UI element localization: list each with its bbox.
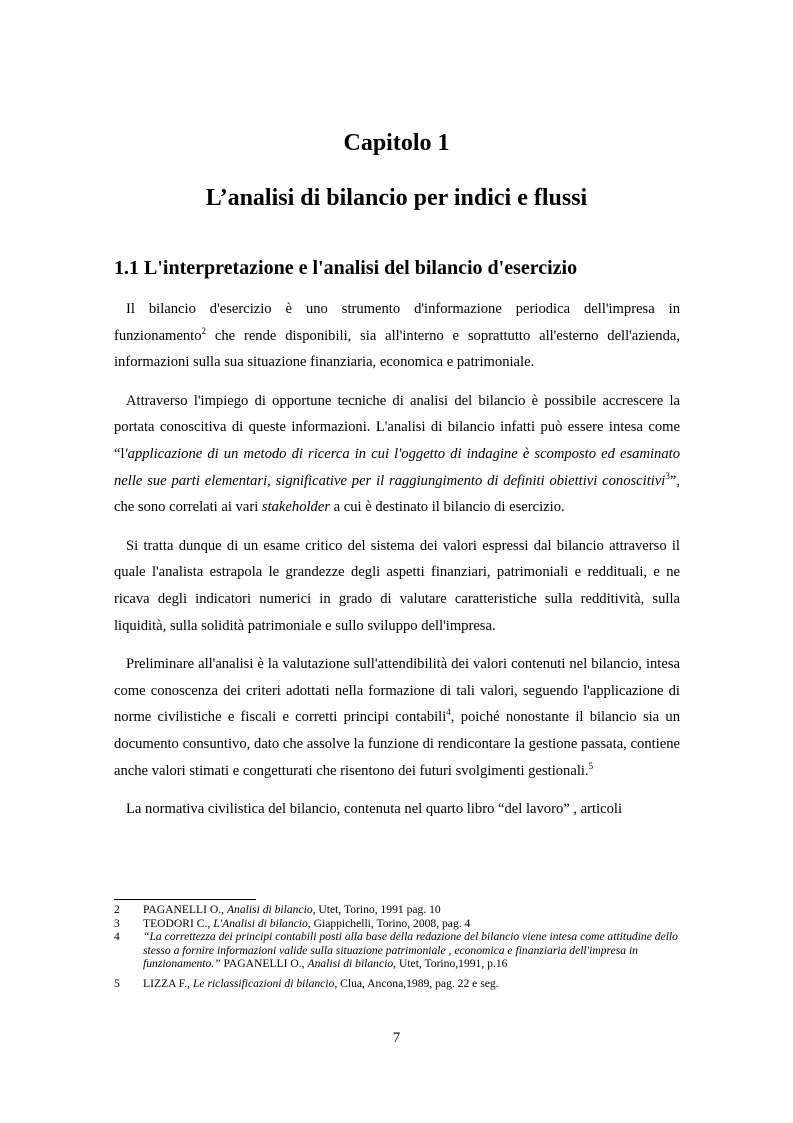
footnote-number: 2 [114,903,120,916]
footnote-text [143,903,680,917]
paragraph-4-text-a: Preliminare all'analisi è la valutazione sull'attendibilità dei valori contenuti nel bilancio, intesa come conoscenza dei criteri adottati nella formazione di tali valori, seguendo l'applicazione di norme civilistiche e fiscali e corretti principi contabili [114,656,680,726]
footnote-divider [114,899,256,900]
page-number: 7 [392,1030,401,1046]
paragraph-4-text-b: , poiché nonostante il bilancio sia un documento consuntivo, dato che assolve la funzione di rendicontare la gestione passata, contiene anche valori stimati e congetturati che risentono dei futuri svolgimenti gestionali. [114,709,681,779]
footnote-quote: “La correttezza dei principi contabili posti alla base della redazione del bilancio viene intesa come attitudine dello stesso a fornire informazioni valide sulla situazione patrimoniale , economica e finanziaria dell'impresa in funzionamento.” [143,930,678,971]
paragraph-2 [114,388,680,521]
footnote-ref-3[interactable]: 3 [665,470,670,481]
footnote-text [143,917,680,931]
footnote-number: 4 [114,930,120,944]
footnote-author: PAGANELLI O., [143,903,227,916]
footnote-author: PAGANELLI O., [220,957,308,971]
paragraph-5: La normativa civilistica del bilancio, contenuta nel quarto libro “del lavoro” , articoli [126,801,623,818]
footnote-3 [114,917,680,931]
paragraph-2-text-a: Attraverso l'impiego di opportune tecniche di analisi del bilancio è possibile accrescere la portata conoscitiva di queste informazioni. L'analisi di bilancio infatti può essere intesa come “l [114,392,680,462]
chapter-label: Capitolo 1 [343,130,450,156]
footnote-author: LIZZA F., [143,976,193,990]
paragraph-2-text-c: a cui è destinato il bilancio di esercizio. [330,499,565,516]
footnote-2 [114,903,680,917]
footnote-source: , Giappichelli, Torino, 2008, pag. 4 [307,916,471,930]
footnote-ref-4[interactable]: 4 [446,707,451,718]
footnote-text [143,977,680,991]
paragraph-1-text-b: che rende disponibili, sia all'interno e soprattutto all'esterno dell'azienda, informazioni sulla sua situazione finanziaria, economica e patrimoniale. [114,327,680,371]
footnote-title: Le riclassificazioni di bilancio, [192,976,338,990]
paragraph-2-text-b: ”, che sono correlati ai vari [114,472,680,516]
footnote-author: TEODORI C., [143,916,214,930]
footnote-number: 3 [114,916,120,930]
footnote-5 [114,977,680,991]
footnote-source: , Utet, Torino,1991, p.16 [393,957,508,971]
footnotes [114,903,680,991]
chapter-title: L’analisi di bilancio per indici e flussi [205,185,588,211]
footnote-text [143,930,680,971]
section-heading: 1.1 L'interpretazione e l'analisi del bilancio d'esercizio [114,257,578,279]
footnote-source: Clua, Ancona,1989, pag. 22 e seg. [337,976,499,990]
paragraph-3: Si tratta dunque di un esame critico del sistema dei valori espressi dal bilancio attraverso il quale l'analista estrapola le grandezze degli aspetti finanziari, patrimoniali e reddituali, e ne ricava degli indicatori numerici in grado di valutare caratteristiche sulla redditività, sulla liquidità, sulla solidità patrimoniale e sullo sviluppo dell'impresa. [114,537,680,634]
footnote-title: Analisi di bilancio [307,957,394,971]
footnote-number: 5 [114,976,120,990]
footnote-ref-5[interactable]: 5 [588,760,594,771]
footnote-title: L'Analisi di bilancio [213,916,308,930]
paragraph-4 [114,651,680,784]
footnote-source: , Utet, Torino, 1991 pag. 10 [312,903,441,916]
paragraph-2-quote: 'applicazione di un metodo di ricerca in cui l'oggetto di indagine è scomposto ed esaminato nelle sue parti elementari, significative per il raggiungimento di definiti obiettivi conoscitivi [114,445,680,489]
footnote-ref-2[interactable]: 2 [201,325,207,336]
body-text [114,296,680,835]
footnote-4 [114,930,680,971]
footnote-title: Analisi di bilancio [226,903,313,916]
paragraph-2-term: stakeholder [261,499,330,516]
paragraph-1-text-a: Il bilancio d'esercizio è uno strumento d'informazione periodica dell'impresa in funzionamento [114,301,680,344]
paragraph-1 [114,296,680,376]
